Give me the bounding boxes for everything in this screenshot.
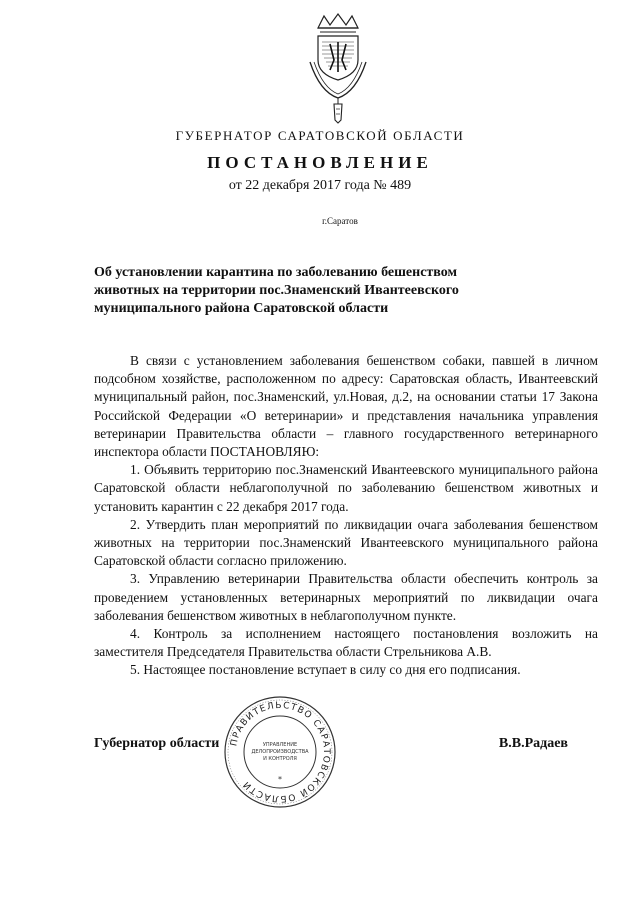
- document-type: ПОСТАНОВЛЕНИЕ: [207, 153, 433, 172]
- issuer-title: ГУБЕРНАТОР САРАТОВСКОЙ ОБЛАСТИ: [175, 128, 465, 143]
- preamble-paragraph: В связи с установлением заболевания бешенством собаки, павшей в личном подсобном хозяйстве, расположенном по адресу: Саратовская область, Ивантеевский муниципальный район, пос.Знаменский, ул.Новая, д.2, на основании статьи 17 Закона Российской Федерации «О ветеринарии» и представления начальника управления ветеринарии Правительства области – главного государственного ветеринарного инспектора области ПОСТАНОВЛЯЮ:: [94, 353, 598, 460]
- document-date-number: от 22 декабря 2017 года № 489: [228, 178, 412, 193]
- decree-item: 2. Утвердить план мероприятий по ликвидации очага заболевания бешенством животных на территории пос.Знаменский Ивантеевского муниципального района Саратовской области согласно приложению.: [94, 516, 598, 569]
- document-heading: [94, 264, 514, 318]
- document-city: г.Саратов: [322, 216, 358, 226]
- decree-item: 1. Объявить территорию пос.Знаменский Ивантеевского муниципального района Саратовской области неблагополучной по заболеванию бешенством животных и установить карантин с 22 декабря 2017 года.: [94, 462, 598, 514]
- decree-item: 4. Контроль за исполнением настоящего постановления возложить на заместителя Председателя Правительства области Стрельникова А.В.: [94, 626, 598, 660]
- decree-item: 5. Настоящее постановление вступает в силу со дня его подписания.: [130, 662, 521, 678]
- document-body: [94, 352, 598, 680]
- stamp-star-icon: *: [278, 775, 282, 784]
- heading-line: Об установлении карантина по заболеванию бешенством: [94, 265, 458, 280]
- stamp-center-line: ДЕЛОПРОИЗВОДСТВА: [251, 749, 309, 755]
- stamp-center-line: И КОНТРОЛЯ: [263, 756, 297, 762]
- heading-line: животных на территории пос.Знаменский Ивантеевского: [94, 283, 459, 298]
- coat-of-arms-emblem: [296, 12, 380, 124]
- signatory-name: В.В.Радаев: [498, 736, 568, 751]
- stamp-ring-text: ПРАВИТЕЛЬСТВО САРАТОВСКОЙ ОБЛАСТИ: [229, 700, 332, 804]
- stamp-center-line: УПРАВЛЕНИЕ: [262, 742, 298, 748]
- official-stamp-seal: [222, 694, 338, 810]
- heading-line: муниципального района Саратовской области: [94, 301, 389, 316]
- signatory-title: Губернатор области: [94, 736, 220, 751]
- decree-item: 3. Управлению ветеринарии Правительства области обеспечить контроль за проведением установленных ветеринарных мероприятий по ликвидации очага заболевания бешенством животных в неблагополучном пункте.: [94, 571, 598, 623]
